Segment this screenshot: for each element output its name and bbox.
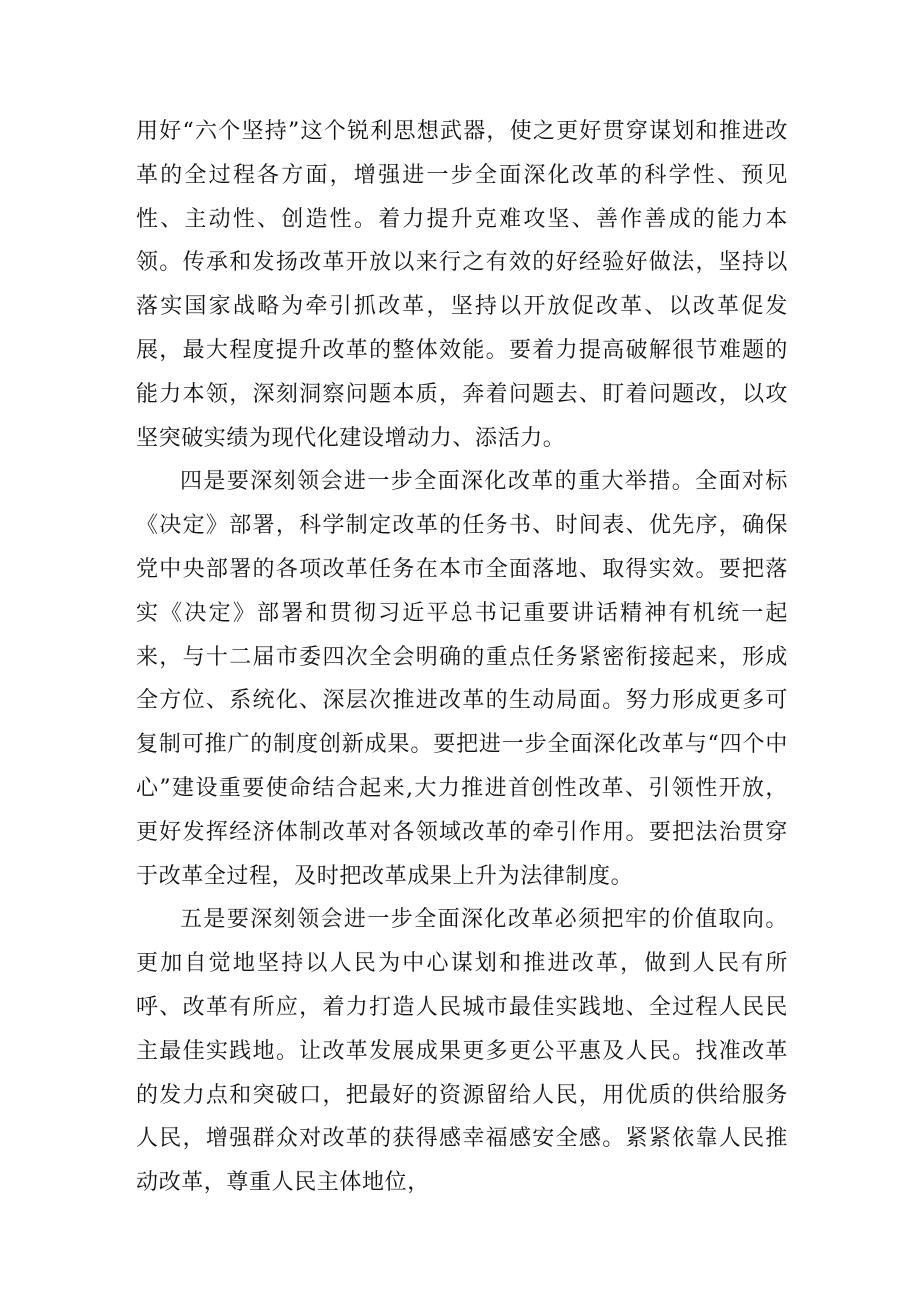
paragraph-2: 四是要深刻领会进一步全面深化改革的重大举措。全面对标《决定》部署，科学制定改革的任务书、时间表、优先序，确保党中央部署的各项改革任务在本市全面落地、取得实效。要把落实《决定》部署和贯彻习近平总书记重要讲话精神有机统一起来，与十二届市委四次全会明确的重点任务紧密衔接起来，形成全方位、系统化、深层次推进改革的生动局面。努力形成更多可复制可推广的制度创新成果。要把进一步全面深化改革与“四个中心”建设重要使命结合起来,大力推进首创性改革、引领性开放，更好发挥经济体制改革对各领域改革的牵引作用。要把法治贯穿于改革全过程，及时把改革成果上升为法律制度。 [136, 469, 788, 889]
paragraph-1: 用好“六个坚持”这个锐利思想武器，使之更好贯穿谋划和推进改革的全过程各方面，增强进一步全面深化改革的科学性、预见性、主动性、创造性。着力提升克难攻坚、善作善成的能力本领。传承和发扬改革开放以来行之有效的好经验好做法，坚持以落实国家战略为牵引抓改革，坚持以开放促改革、以改革促发展，最大程度提升改革的整体效能。要着力提高破解很节难题的能力本领，深刻洞察问题本质，奔着问题去、盯着问题改，以攻坚突破实绩为现代化建设增动力、添活力。 [136, 119, 788, 451]
document-body [136, 110, 788, 1205]
paragraph-3: 五是要深刻领会进一步全面深化改革必须把牢的价值取向。更加自觉地坚持以人民为中心谋划和推进改革，做到人民有所呼、改革有所应，着力打造人民城市最佳实践地、全过程人民民主最佳实践地。让改革发展成果更多更公平惠及人民。找准改革的发力点和突破口，把最好的资源留给人民，用优质的供给服务人民，增强群众对改革的获得感幸福感安全感。紧紧依靠人民推动改革，尊重人民主体地位， [136, 907, 788, 1196]
